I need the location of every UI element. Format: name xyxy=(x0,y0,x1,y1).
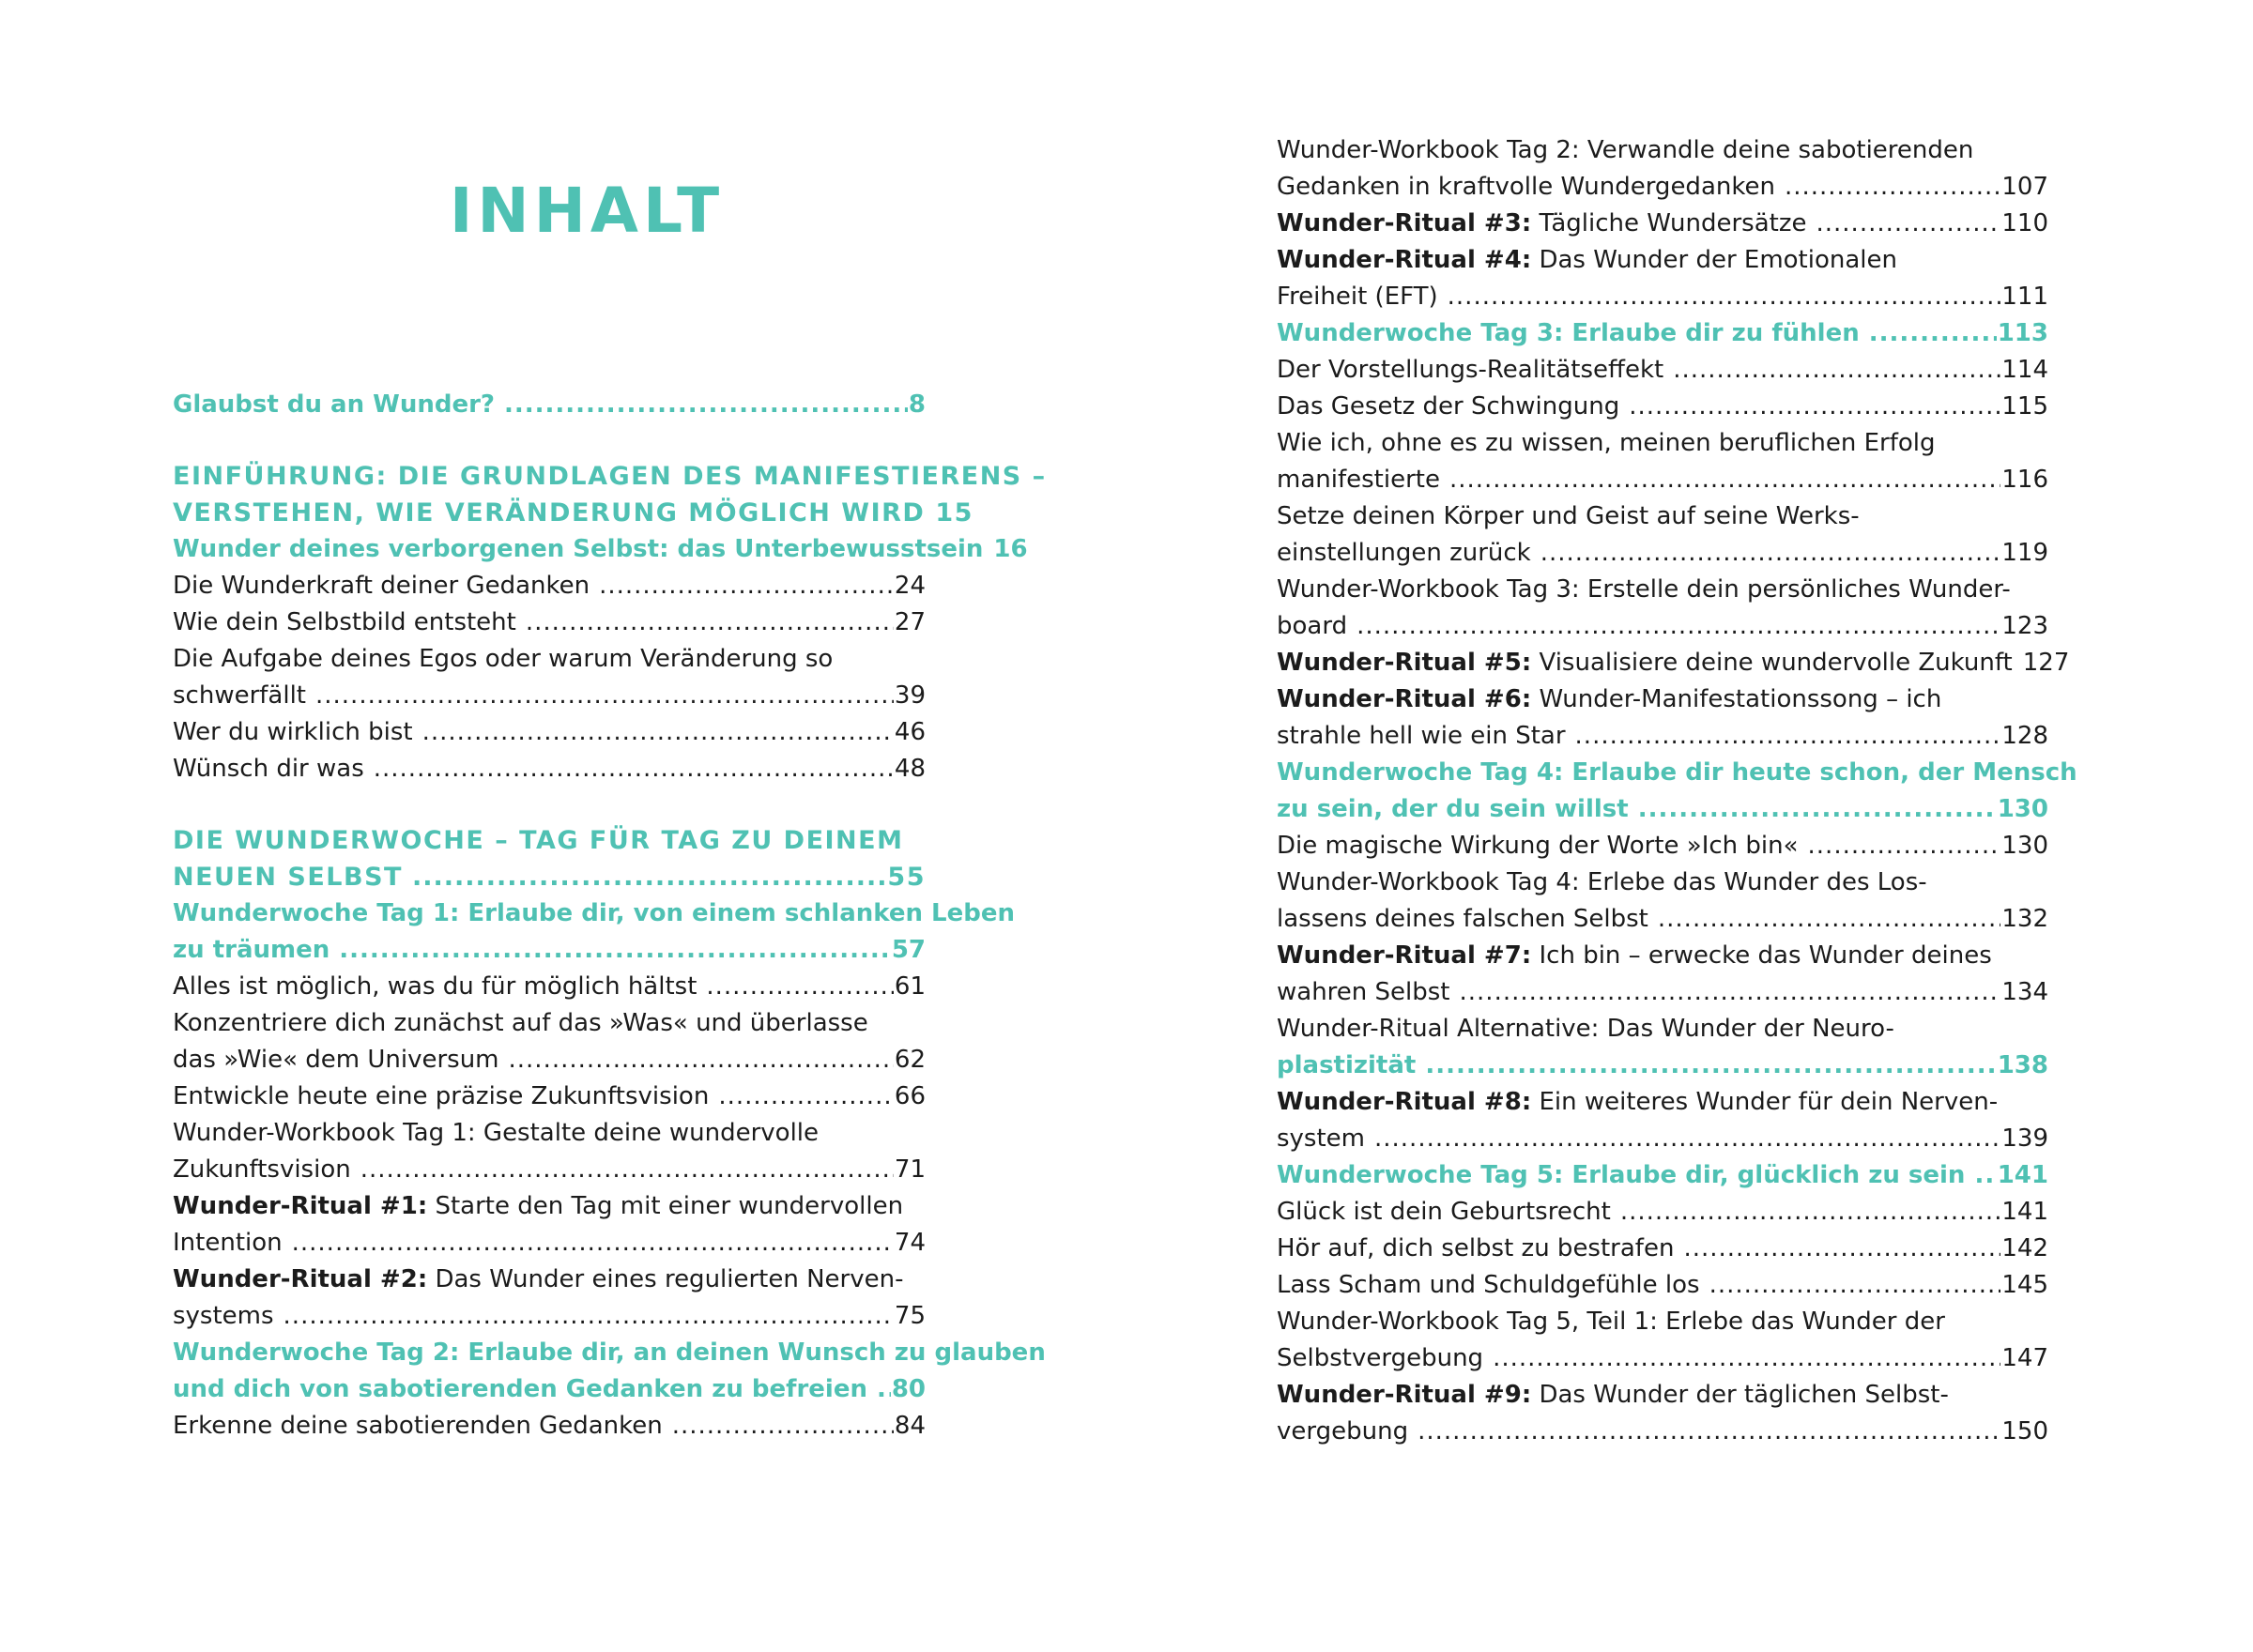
toc-entry-title xyxy=(1277,1231,1674,1267)
toc-entry-text: Wunderwoche Tag 2: Erlaube dir, an deinen Wunsch zu glauben xyxy=(173,1338,1046,1367)
toc-entry-text: Die Aufgabe deines Egos oder warum Veränderung so xyxy=(173,645,834,673)
toc-entry-text: vergebung xyxy=(1277,1417,1409,1446)
toc-entry[interactable] xyxy=(1277,1011,2048,1048)
page-number: 132 xyxy=(2001,905,2048,933)
toc-entry-title xyxy=(1277,498,1860,535)
toc-entry-text: system xyxy=(1277,1124,1365,1153)
dot-leader xyxy=(1620,1194,2001,1231)
toc-entry[interactable] xyxy=(1277,1340,2048,1377)
toc-entry[interactable] xyxy=(1277,242,2048,279)
toc-entry-title xyxy=(1277,645,2013,681)
dot-leader xyxy=(1709,1267,2001,1304)
toc-entry-text: Wünsch dir was xyxy=(173,755,364,783)
toc-entry-text: Ein weiteres Wunder für dein Nerven- xyxy=(1531,1088,1999,1116)
dot-leader xyxy=(1638,791,1997,828)
toc-entry-title xyxy=(173,604,516,641)
dot-leader xyxy=(1356,608,2000,645)
toc-entry-title xyxy=(1277,242,1897,279)
toc-entry-text: Wunder-Workbook Tag 5, Teil 1: Erlebe das Wunder der xyxy=(1277,1308,1945,1336)
toc-entry-text: und dich von sabotierenden Gedanken zu befreien xyxy=(173,1375,867,1403)
page-number: 66 xyxy=(894,1082,926,1110)
page-number: 116 xyxy=(2001,466,2048,494)
toc-entry[interactable] xyxy=(173,895,1015,932)
toc-entry[interactable] xyxy=(1277,1377,2048,1414)
toc-entry-title xyxy=(1277,828,1799,864)
toc-entry-text: Freiheit (EFT) xyxy=(1277,283,1438,311)
dot-leader xyxy=(1785,169,2000,206)
toc-entry-title xyxy=(173,895,1015,932)
page-number: 134 xyxy=(2001,978,2048,1006)
page-number: 127 xyxy=(2022,649,2070,677)
toc-entry-title xyxy=(1277,206,1807,242)
toc-entry[interactable] xyxy=(173,859,926,895)
dot-leader xyxy=(1418,1414,2000,1450)
toc-entry[interactable] xyxy=(1277,498,2048,535)
toc-entry-text: Wunder-Workbook Tag 1: Gestalte deine wundervolle xyxy=(173,1119,820,1147)
toc-entry-text: Tägliche Wundersätze xyxy=(1531,209,1807,237)
toc-entry-title xyxy=(1277,535,1531,572)
toc-entry[interactable] xyxy=(1277,169,2048,206)
toc-entry-title xyxy=(1277,755,2077,791)
ritual-label: Wunder-Ritual #7: xyxy=(1277,941,1532,970)
right-toc xyxy=(1277,132,2077,1450)
page-number: 27 xyxy=(894,608,926,636)
toc-entry-title xyxy=(173,1152,351,1188)
toc-entry[interactable] xyxy=(173,387,926,423)
dot-leader xyxy=(526,604,894,641)
dot-leader xyxy=(360,1152,894,1188)
page-number: 111 xyxy=(2001,283,2048,311)
toc-entry[interactable] xyxy=(1277,755,2077,791)
toc-entry[interactable] xyxy=(173,495,973,531)
toc-entry[interactable] xyxy=(1277,864,2048,901)
dot-leader xyxy=(1540,535,2001,572)
toc-entry[interactable] xyxy=(1277,608,2048,645)
toc-entry-text: Alles ist möglich, was du für möglich hältst xyxy=(173,972,697,1001)
toc-entry[interactable] xyxy=(173,604,926,641)
toc-entry[interactable] xyxy=(1277,1414,2048,1450)
dot-leader xyxy=(422,714,894,751)
toc-entry-title xyxy=(1277,572,2011,608)
toc-entry-text: Konzentriere dich zunächst auf das »Was« und überlasse xyxy=(173,1009,868,1037)
toc-entry[interactable] xyxy=(173,1225,926,1262)
dot-leader xyxy=(315,678,894,714)
toc-entry-title xyxy=(173,1408,663,1445)
toc-entry[interactable] xyxy=(173,932,926,969)
toc-entry[interactable] xyxy=(173,1335,1046,1371)
toc-entry-text: Das Wunder der täglichen Selbst- xyxy=(1531,1381,1949,1409)
toc-entry-text: Wunder-Manifestationssong – ich xyxy=(1531,685,1942,713)
page-number: 147 xyxy=(2001,1344,2048,1372)
toc-entry-text: plastizität xyxy=(1277,1051,1417,1079)
toc-entry-text: Wunder-Workbook Tag 3: Erstelle dein persönliches Wunder- xyxy=(1277,575,2011,604)
dot-leader xyxy=(292,1225,894,1262)
dot-leader xyxy=(1629,389,2000,425)
toc-entry[interactable] xyxy=(173,1042,926,1078)
toc-entry-title xyxy=(1277,1121,1365,1157)
toc-entry-text: Erkenne deine sabotierenden Gedanken xyxy=(173,1412,663,1440)
toc-entry-title xyxy=(1277,1304,1945,1340)
toc-entry-text: Visualisiere deine wundervolle Zukunft xyxy=(1531,649,2013,677)
toc-entry-title xyxy=(173,1115,819,1152)
toc-entry-text: Gedanken in kraftvolle Wundergedanken xyxy=(1277,173,1775,201)
ritual-label: Wunder-Ritual #2: xyxy=(173,1265,428,1293)
toc-entry-title xyxy=(1277,315,1860,352)
dot-leader xyxy=(1493,1340,2000,1377)
page-number: 139 xyxy=(2001,1124,2048,1153)
page-title: INHALT xyxy=(449,175,725,247)
toc-entry-title xyxy=(173,1335,1046,1371)
toc-entry-title xyxy=(1277,352,1663,389)
toc-entry-title xyxy=(173,531,983,568)
toc-entry-text: Wunderwoche Tag 3: Erlaube dir zu fühlen xyxy=(1277,319,1860,347)
dot-leader xyxy=(672,1408,894,1445)
dot-leader xyxy=(509,1042,894,1078)
dot-leader xyxy=(877,1371,891,1408)
toc-entry-title xyxy=(173,859,403,895)
toc-entry-title xyxy=(1277,791,1629,828)
page-number: 74 xyxy=(894,1229,926,1257)
dot-leader xyxy=(1974,1157,1996,1194)
page-number: 71 xyxy=(894,1155,926,1184)
toc-entry[interactable] xyxy=(173,1188,926,1225)
page-number: 130 xyxy=(2001,832,2048,860)
toc-entry-text: Wie dein Selbstbild entsteht xyxy=(173,608,516,636)
page-number: 80 xyxy=(891,1375,926,1403)
dot-leader xyxy=(1449,462,2000,498)
toc-entry-title xyxy=(173,751,364,788)
toc-entry[interactable] xyxy=(1277,718,2048,755)
toc-entry[interactable] xyxy=(1277,1121,2048,1157)
toc-entry-text: Das Gesetz der Schwingung xyxy=(1277,392,1620,421)
toc-entry-title xyxy=(1277,425,1936,462)
right-page xyxy=(1126,0,2253,1652)
page-number: 141 xyxy=(2001,1198,2048,1226)
toc-entry-title xyxy=(1277,1414,1408,1450)
toc-entry-text: strahle hell wie ein Star xyxy=(1277,722,1566,750)
toc-entry-text: VERSTEHEN, WIE VERÄNDERUNG MÖGLICH WIRD xyxy=(173,498,926,528)
toc-entry[interactable] xyxy=(173,1298,926,1335)
toc-entry[interactable] xyxy=(173,531,1028,568)
toc-entry-text: EINFÜHRUNG: DIE GRUNDLAGEN DES MANIFESTIERENS – xyxy=(173,462,1047,491)
page-number: 15 xyxy=(935,498,973,528)
dot-leader xyxy=(1575,718,2001,755)
toc-entry-text: Die magische Wirkung der Worte »Ich bin« xyxy=(1277,832,1799,860)
toc-entry[interactable] xyxy=(1277,132,2048,169)
ritual-label: Wunder-Ritual #8: xyxy=(1277,1088,1532,1116)
toc-entry-text: Ich bin – erwecke das Wunder deines xyxy=(1531,941,1992,970)
toc-entry-text: lassens deines falschen Selbst xyxy=(1277,905,1648,933)
toc-entry[interactable] xyxy=(173,1262,926,1298)
toc-entry-text: wahren Selbst xyxy=(1277,978,1450,1006)
page-number: 114 xyxy=(2001,356,2048,384)
toc-entry-text: Glück ist dein Geburtsrecht xyxy=(1277,1198,1611,1226)
toc-entry-text: Wunderwoche Tag 5: Erlaube dir, glücklich zu sein xyxy=(1277,1161,1966,1189)
toc-entry-text: board xyxy=(1277,612,1348,640)
toc-entry[interactable] xyxy=(1277,791,2048,828)
dot-leader xyxy=(339,932,891,969)
dot-leader xyxy=(1460,974,2001,1011)
ritual-label: Wunder-Ritual #3: xyxy=(1277,209,1532,237)
toc-entry-title xyxy=(1277,864,1927,901)
toc-entry[interactable] xyxy=(1277,389,2048,425)
page-number: 39 xyxy=(894,681,926,710)
page-number: 128 xyxy=(2001,722,2048,750)
page-number: 61 xyxy=(894,972,926,1001)
toc-entry-title xyxy=(1277,1194,1611,1231)
toc-entry[interactable] xyxy=(173,678,926,714)
toc-entry[interactable] xyxy=(1277,828,2048,864)
toc-entry[interactable] xyxy=(173,1408,926,1445)
toc-entry-text: manifestierte xyxy=(1277,466,1440,494)
toc-entry-title xyxy=(173,458,1047,495)
dot-leader xyxy=(284,1298,894,1335)
toc-entry-title xyxy=(1277,901,1648,938)
page-number: 48 xyxy=(894,755,926,783)
toc-entry[interactable] xyxy=(1277,1048,2048,1084)
toc-entry[interactable] xyxy=(173,1005,926,1042)
toc-entry-text: Selbstvergebung xyxy=(1277,1344,1484,1372)
dot-leader xyxy=(1808,828,2001,864)
dot-leader xyxy=(706,969,894,1005)
ritual-label: Wunder-Ritual #9: xyxy=(1277,1381,1532,1409)
dot-leader xyxy=(599,568,894,604)
toc-entry-text: Glaubst du an Wunder? xyxy=(173,390,496,419)
toc-entry[interactable] xyxy=(1277,938,2048,974)
toc-entry[interactable] xyxy=(1277,425,2048,462)
toc-entry-title xyxy=(173,714,413,751)
left-page xyxy=(0,0,1126,1652)
toc-entry-text: Wie ich, ohne es zu wissen, meinen beruflichen Erfolg xyxy=(1277,429,1936,457)
toc-entry[interactable] xyxy=(173,458,1047,495)
page-number: 84 xyxy=(894,1412,926,1440)
toc-entry[interactable] xyxy=(1277,645,2070,681)
toc-entry-title xyxy=(1277,279,1438,315)
toc-entry-title xyxy=(1277,389,1619,425)
toc-entry-title xyxy=(1277,1377,1949,1414)
toc-entry-text: Das Wunder der Emotionalen xyxy=(1531,246,1897,274)
toc-entry[interactable] xyxy=(1277,1267,2048,1304)
dot-leader xyxy=(1816,206,2001,242)
toc-entry-text: Entwickle heute eine präzise Zukunftsvision xyxy=(173,1082,710,1110)
dot-leader xyxy=(1683,1231,2000,1267)
toc-entry[interactable] xyxy=(1277,352,2048,389)
toc-entry-text: Wunderwoche Tag 4: Erlaube dir heute schon, der Mensch xyxy=(1277,758,2077,787)
toc-entry[interactable] xyxy=(1277,535,2048,572)
toc-entry-title xyxy=(173,641,833,678)
toc-entry-text: Wunderwoche Tag 1: Erlaube dir, von einem schlanken Leben xyxy=(173,899,1015,927)
toc-entry[interactable] xyxy=(173,822,926,859)
toc-entry-title xyxy=(173,1225,283,1262)
toc-entry[interactable] xyxy=(173,1115,926,1152)
toc-entry-title xyxy=(173,568,590,604)
toc-entry-title xyxy=(1277,1048,1416,1084)
toc-entry-title xyxy=(173,1298,274,1335)
toc-entry-title xyxy=(173,1262,904,1298)
toc-entry-text: Wer du wirklich bist xyxy=(173,718,413,746)
dot-leader xyxy=(1658,901,2000,938)
toc-entry-title xyxy=(1277,938,1992,974)
toc-entry[interactable] xyxy=(1277,572,2048,608)
toc-entry-text: Die Wunderkraft deiner Gedanken xyxy=(173,572,590,600)
page-number: 107 xyxy=(2001,173,2048,201)
ritual-label: Wunder-Ritual #4: xyxy=(1277,246,1532,274)
page-number: 141 xyxy=(1997,1161,2048,1189)
toc-entry-text: Hör auf, dich selbst zu bestrafen xyxy=(1277,1234,1675,1262)
toc-entry-title xyxy=(173,822,903,859)
ritual-label: Wunder-Ritual #5: xyxy=(1277,649,1532,677)
page-number: 110 xyxy=(2001,209,2048,237)
page-number: 123 xyxy=(2001,612,2048,640)
page-number: 115 xyxy=(2001,392,2048,421)
toc-entry-text: Zukunftsvision xyxy=(173,1155,351,1184)
page-number: 57 xyxy=(891,936,926,964)
toc-entry-title xyxy=(173,678,306,714)
toc-entry-title xyxy=(1277,1157,1965,1194)
toc-entry-title xyxy=(1277,1084,1998,1121)
toc-entry[interactable] xyxy=(1277,1231,2048,1267)
left-toc xyxy=(173,387,1047,1445)
toc-entry[interactable] xyxy=(173,568,926,604)
toc-entry-title xyxy=(173,1005,868,1042)
page-number: 130 xyxy=(1997,795,2048,823)
toc-entry-title xyxy=(1277,462,1440,498)
toc-entry[interactable] xyxy=(173,1078,926,1115)
toc-entry-title xyxy=(173,495,925,531)
toc-entry-text: Der Vorstellungs-Realitätseffekt xyxy=(1277,356,1664,384)
dot-leader xyxy=(1425,1048,1996,1084)
page-number: 24 xyxy=(894,572,926,600)
toc-entry-text: zu sein, der du sein willst xyxy=(1277,795,1629,823)
page-number: 62 xyxy=(894,1046,926,1074)
toc-entry[interactable] xyxy=(1277,462,2048,498)
toc-entry[interactable] xyxy=(173,1152,926,1188)
page-number: 142 xyxy=(2001,1234,2048,1262)
toc-entry-title xyxy=(1277,608,1347,645)
toc-entry[interactable] xyxy=(1277,206,2048,242)
toc-entry-title xyxy=(1277,1340,1483,1377)
toc-entry[interactable] xyxy=(1277,901,2048,938)
dot-leader xyxy=(718,1078,894,1115)
toc-entry-title xyxy=(1277,1267,1700,1304)
toc-entry[interactable] xyxy=(1277,315,2048,352)
toc-entry[interactable] xyxy=(1277,974,2048,1011)
toc-entry-text: Wunder deines verborgenen Selbst: das Unterbewusstsein xyxy=(173,535,984,563)
toc-entry-title xyxy=(173,1188,903,1225)
page-number: 119 xyxy=(2001,539,2048,567)
dot-leader xyxy=(1869,315,1997,352)
page-number: 113 xyxy=(1997,319,2048,347)
toc-entry-title xyxy=(173,1371,867,1408)
toc-entry[interactable] xyxy=(1277,279,2048,315)
toc-entry-title xyxy=(173,932,330,969)
toc-entry-title xyxy=(1277,974,1450,1011)
toc-entry-text: Wunder-Workbook Tag 2: Verwandle deine sabotierenden xyxy=(1277,136,1974,164)
ritual-label: Wunder-Ritual #6: xyxy=(1277,685,1532,713)
toc-entry-text: Das Wunder eines regulierten Nerven- xyxy=(427,1265,904,1293)
page-number: 46 xyxy=(894,718,926,746)
toc-entry[interactable] xyxy=(173,714,926,751)
toc-entry[interactable] xyxy=(1277,1304,2048,1340)
toc-entry-title xyxy=(1277,718,1566,755)
toc-entry-title xyxy=(173,969,697,1005)
toc-entry-text: zu träumen xyxy=(173,936,330,964)
toc-entry-text: Wunder-Ritual Alternative: Das Wunder der Neuro- xyxy=(1277,1015,1894,1043)
dot-leader xyxy=(374,751,894,788)
page-number: 16 xyxy=(993,535,1028,563)
toc-entry-title xyxy=(1277,1011,1894,1048)
toc-entry-text: systems xyxy=(173,1302,274,1330)
ritual-label: Wunder-Ritual #1: xyxy=(173,1192,428,1220)
toc-entry[interactable] xyxy=(173,1371,926,1408)
toc-entry-title xyxy=(173,1042,499,1078)
toc-entry-text: das »Wie« dem Universum xyxy=(173,1046,499,1074)
toc-entry[interactable] xyxy=(1277,681,2048,718)
toc-entry-text: Starte den Tag mit einer wundervollen xyxy=(427,1192,904,1220)
toc-entry-text: Wunder-Workbook Tag 4: Erlebe das Wunder des Los- xyxy=(1277,868,1927,896)
toc-entry-text: einstellungen zurück xyxy=(1277,539,1531,567)
page-number: 75 xyxy=(894,1302,926,1330)
toc-entry-title xyxy=(1277,132,1973,169)
page-number: 55 xyxy=(887,863,926,892)
toc-entry-title xyxy=(1277,681,1941,718)
toc-entry-text: schwerfällt xyxy=(173,681,306,710)
page-number: 8 xyxy=(908,390,926,419)
toc-entry-text: Setze deinen Körper und Geist auf seine Werks- xyxy=(1277,502,1860,530)
dot-leader xyxy=(1448,279,2001,315)
toc-entry[interactable] xyxy=(173,969,926,1005)
toc-entry[interactable] xyxy=(173,751,926,788)
toc-entry-title xyxy=(173,387,495,423)
page-number: 150 xyxy=(2001,1417,2048,1446)
toc-entry-title xyxy=(1277,169,1775,206)
toc-entry-text: NEUEN SELBST xyxy=(173,863,403,892)
dot-leader xyxy=(504,387,908,423)
dot-leader xyxy=(1673,352,2000,389)
toc-entry[interactable] xyxy=(1277,1194,2048,1231)
toc-entry[interactable] xyxy=(173,641,926,678)
toc-entry-title xyxy=(173,1078,709,1115)
toc-entry[interactable] xyxy=(1277,1084,2048,1121)
toc-entry[interactable] xyxy=(1277,1157,2048,1194)
toc-entry-text: Intention xyxy=(173,1229,283,1257)
dot-leader xyxy=(1374,1121,2000,1157)
page-number: 145 xyxy=(2001,1271,2048,1299)
toc-entry-text: Lass Scham und Schuldgefühle los xyxy=(1277,1271,1700,1299)
dot-leader xyxy=(412,859,886,895)
toc-entry-text: DIE WUNDERWOCHE – TAG FÜR TAG ZU DEINEM xyxy=(173,826,904,855)
page-number: 138 xyxy=(1997,1051,2048,1079)
